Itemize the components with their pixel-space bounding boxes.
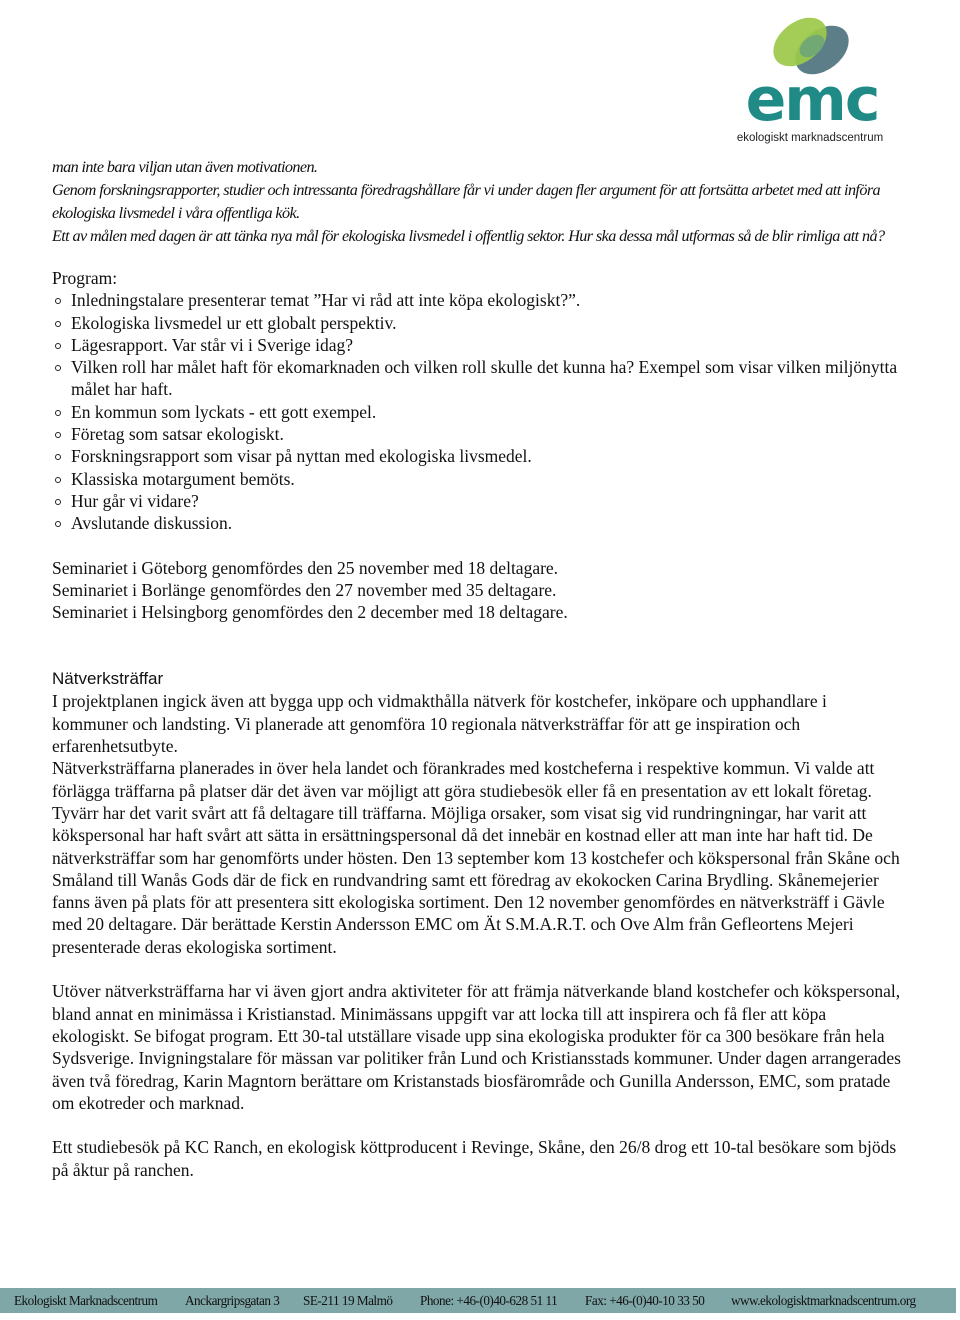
seminar-summary xyxy=(52,557,902,624)
body-paragraph: Utöver nätverksträffarna har vi även gjort andra aktiviteter för att främja nätverkande bland kostchefer och kökspersonal, bland annat en minimässa i Kristianstad. Minimässans uppgift var att locka till att inspirera och få fler att köpa ekologiskt. Se bifogat program. Ett 30-tal utställare visade upp sina ekologiska produkter för ca 300 besökare från hela Sydsverige. Invigningstalare för mässan var politiker från Lund och Kristiansstads kommuner. Under dagen arrangerades även två föredrag, Karin Magntorn berättare om Kristanstads biosfärområde och Gunilla Andersson, EMC, som pratade om ekotreder och marknad. xyxy=(52,981,901,1113)
seminar-line: Seminariet i Borlänge genomfördes den 27 november med 35 deltagare. xyxy=(52,579,557,600)
program-item: Forskningsrapport som visar på nyttan med ekologiska livsmedel. xyxy=(52,445,902,467)
program-item: Ekologiska livsmedel ur ett globalt perspektiv. xyxy=(52,312,902,334)
intro-paragraph: Ett av målen med dagen är att tänka nya mål för ekologiska livsmedel i offentlig sektor. Hur ska dessa mål utformas så de blir rimliga att nå? xyxy=(52,227,885,245)
body-paragraph: Ett studiebesök på KC Ranch, en ekologisk köttproducent i Revinge, Skåne, den 26/8 drog ett 10-tal besökare som bjöds på åktur på ranchen. xyxy=(52,1137,897,1180)
body-paragraph: Nätverksträffarna planerades in över hela landet och förankrades med kostcheferna i respektive kommun. Vi valde att förlägga träffarna på platser där det även var möjligt att göra studiebesök eller få en presentation av ett lokalt företag. Tyvärr har det varit svårt att få deltagare till träffarna. Möjliga orsaker, som visat sig vid rundringningar, har varit att kökspersonal har haft svårt att sätta in ersättningspersonal då det innebär en kostnad eller att man inte har haft tid. De nätverksträffar som har genomförts under hösten. Den 13 september kom 13 kostchefer och kökspersonal från Skåne och Småland till Wanås Gods där de fick en rundvandring samt ett föredrag av ekokocken Carina Brydling. Skånemejerier fanns även på plats för att presentera sitt ekologiska sortiment. Den 12 november genomfördes en nätverksträff i Gävle med 20 deltagare. Där berättade Kerstin Andersson EMC om Ät S.M.A.R.T. och Ove Alm från Gefleortens Mejeri presenterade deras ekologiska sortiment. xyxy=(52,758,900,957)
footer-address: Anckargripsgatan 3 xyxy=(185,1293,280,1308)
program-title: Program: xyxy=(52,268,118,288)
document-body xyxy=(52,156,902,1181)
intro-paragraph: Genom forskningsrapporter, studier och intressanta föredragshållare får vi under dagen fler argument för att fortsätta arbetet med att införa ekologiska livsmedel i våra offentliga kök. xyxy=(52,181,881,222)
logo-subtitle: ekologiskt marknadscentrum xyxy=(736,132,884,144)
footer-website-link[interactable]: www.ekologisktmarknadscentrum.org xyxy=(731,1293,916,1308)
program-item: Vilken roll har målet haft för ekomarknaden och vilken roll skulle det kunna ha? Exempel som visar vilken miljönytta målet har haft. xyxy=(52,356,902,401)
program-item: Företag som satsar ekologiskt. xyxy=(52,423,902,445)
section-heading: Nätverksträffar xyxy=(52,669,164,689)
footer-organization: Ekologiskt Marknadscentrum xyxy=(14,1293,158,1308)
intro-text xyxy=(52,156,902,248)
footer-phone: Phone: +46-(0)40-628 51 11 xyxy=(420,1293,558,1308)
body-paragraph: I projektplanen ingick även att bygga upp och vidmakthålla nätverk för kostchefer, inköpare och upphandlare i kommuner och landsting. Vi planerade att genomföra 10 regionala nätverksträffar för att ge inspiration och erfarenhetsutbyte. xyxy=(52,691,827,757)
seminar-line: Seminariet i Helsingborg genomfördes den 2 december med 18 deltagare. xyxy=(52,602,568,623)
footer-fax: Fax: +46-(0)40-10 33 50 xyxy=(585,1293,705,1308)
emc-logo xyxy=(722,8,898,148)
program-item: Hur går vi vidare? xyxy=(52,490,902,512)
program-list xyxy=(52,289,902,534)
footer-bar xyxy=(0,1288,956,1313)
intro-paragraph: man inte bara viljan utan även motivationen. xyxy=(52,158,318,176)
program-item: Lägesrapport. Var står vi i Sverige idag? xyxy=(52,334,902,356)
logo-wordmark: emc xyxy=(745,65,879,135)
program-item: Avslutande diskussion. xyxy=(52,512,902,534)
program-item: En kommun som lyckats - ett gott exempel. xyxy=(52,401,902,423)
seminar-line: Seminariet i Göteborg genomfördes den 25 november med 18 deltagare. xyxy=(52,557,559,578)
section-body xyxy=(52,690,902,1181)
program-item: Klassiska motargument bemöts. xyxy=(52,468,902,490)
footer-postal: SE-211 19 Malmö xyxy=(303,1293,393,1308)
program-item: Inledningstalare presenterar temat ”Har vi råd att inte köpa ekologiskt?”. xyxy=(52,289,902,311)
